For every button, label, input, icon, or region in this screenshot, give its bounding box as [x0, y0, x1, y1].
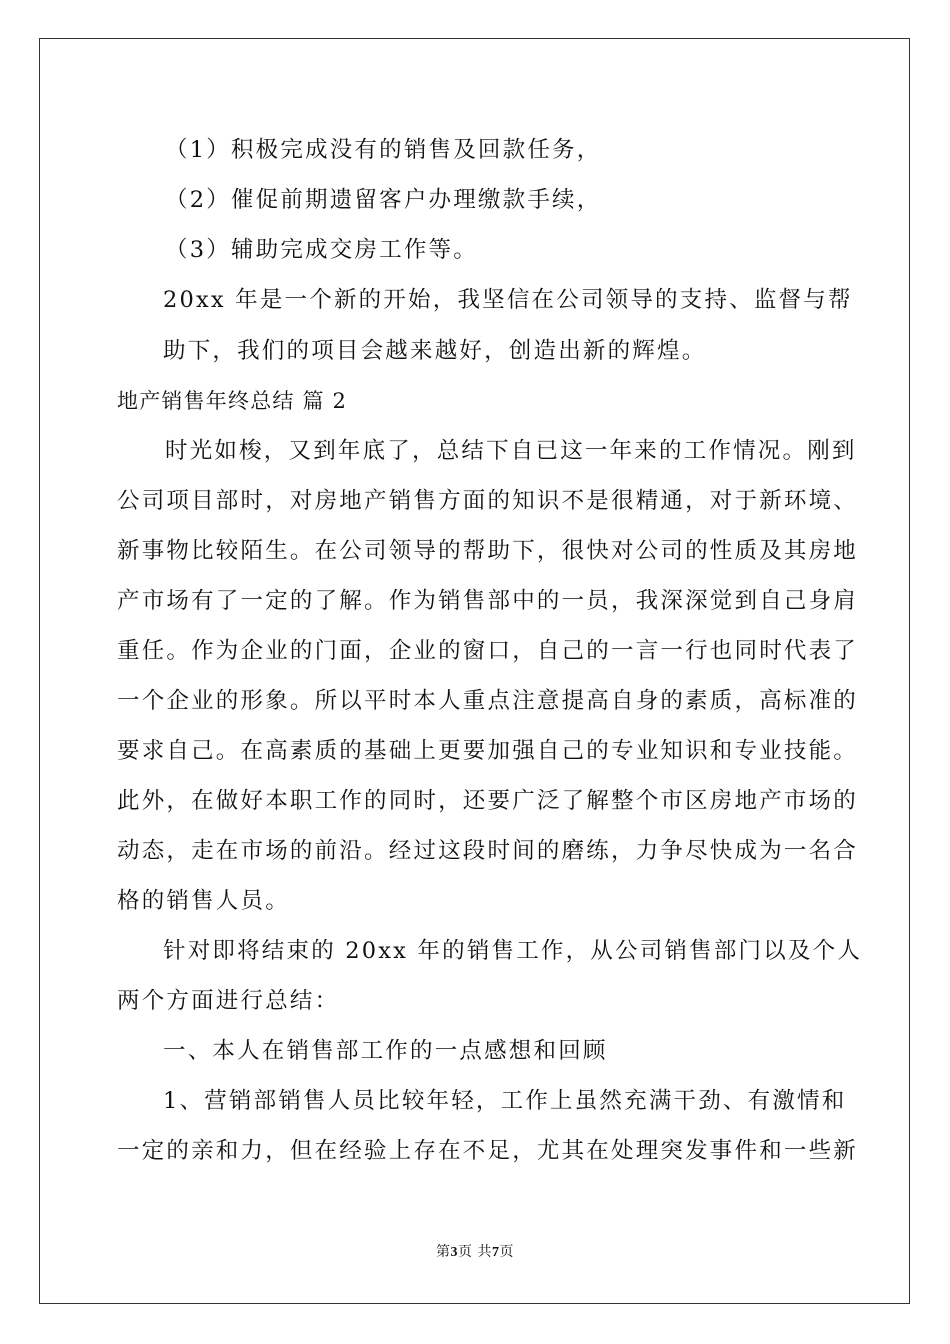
subheading: 一、本人在销售部工作的一点感想和回顾	[163, 1038, 608, 1064]
list-item-2: （2）催促前期遗留客户办理缴款手续，	[165, 187, 602, 213]
paragraph-line: 产市场有了一定的了解。作为销售部中的一员，我深深觉到自己身肩	[117, 588, 859, 614]
paragraph-line: 重任。作为企业的门面，企业的窗口，自己的一言一行也同时代表了	[117, 638, 859, 664]
paragraph-line: 新事物比较陌生。在公司领导的帮助下，很快对公司的性质及其房地	[117, 538, 859, 564]
paragraph-line: 20xx 年是一个新的开始，我坚信在公司领导的支持、监督与帮	[163, 287, 853, 313]
paragraph-line: 时光如梭，又到年底了，总结下自已这一年来的工作情况。刚到	[165, 438, 857, 464]
page-number: 3	[450, 1245, 459, 1260]
page-total: 7	[491, 1245, 500, 1260]
paragraph-line: 格的销售人员。	[117, 888, 290, 914]
paragraph-line: 一个企业的形象。所以平时本人重点注意提高自身的素质，高标准的	[117, 688, 859, 714]
footer-suffix: 页	[499, 1244, 514, 1260]
list-item-3: （3）辅助完成交房工作等。	[165, 237, 478, 263]
paragraph-line: 公司项目部时，对房地产销售方面的知识不是很精通，对于新环境、	[117, 488, 859, 514]
paragraph-line: 此外，在做好本职工作的同时，还要广泛了解整个市区房地产市场的	[117, 788, 859, 814]
footer-prefix: 第	[436, 1244, 451, 1260]
paragraph-line: 动态，走在市场的前沿。经过这段时间的磨练，力争尽快成为一名合	[117, 838, 859, 864]
paragraph-line: 助下，我们的项目会越来越好，创造出新的辉煌。	[163, 338, 707, 364]
paragraph-line: 针对即将结束的 20xx 年的销售工作，从公司销售部门以及个人	[163, 938, 863, 964]
page-footer	[0, 1241, 950, 1261]
list-item-1: （1）积极完成没有的销售及回款任务，	[165, 137, 602, 163]
paragraph-line: 要求自己。在高素质的基础上更要加强自己的专业知识和专业技能。	[117, 738, 859, 764]
paragraph-line: 一定的亲和力，但在经验上存在不足，尤其在处理突发事件和一些新	[117, 1138, 859, 1164]
section-heading: 地产销售年终总结 篇 2	[117, 389, 348, 413]
paragraph-line: 两个方面进行总结：	[117, 988, 340, 1014]
footer-mid: 页 共	[458, 1244, 492, 1260]
paragraph-line: 1、营销部销售人员比较年轻，工作上虽然充满干劲、有激情和	[163, 1088, 847, 1114]
